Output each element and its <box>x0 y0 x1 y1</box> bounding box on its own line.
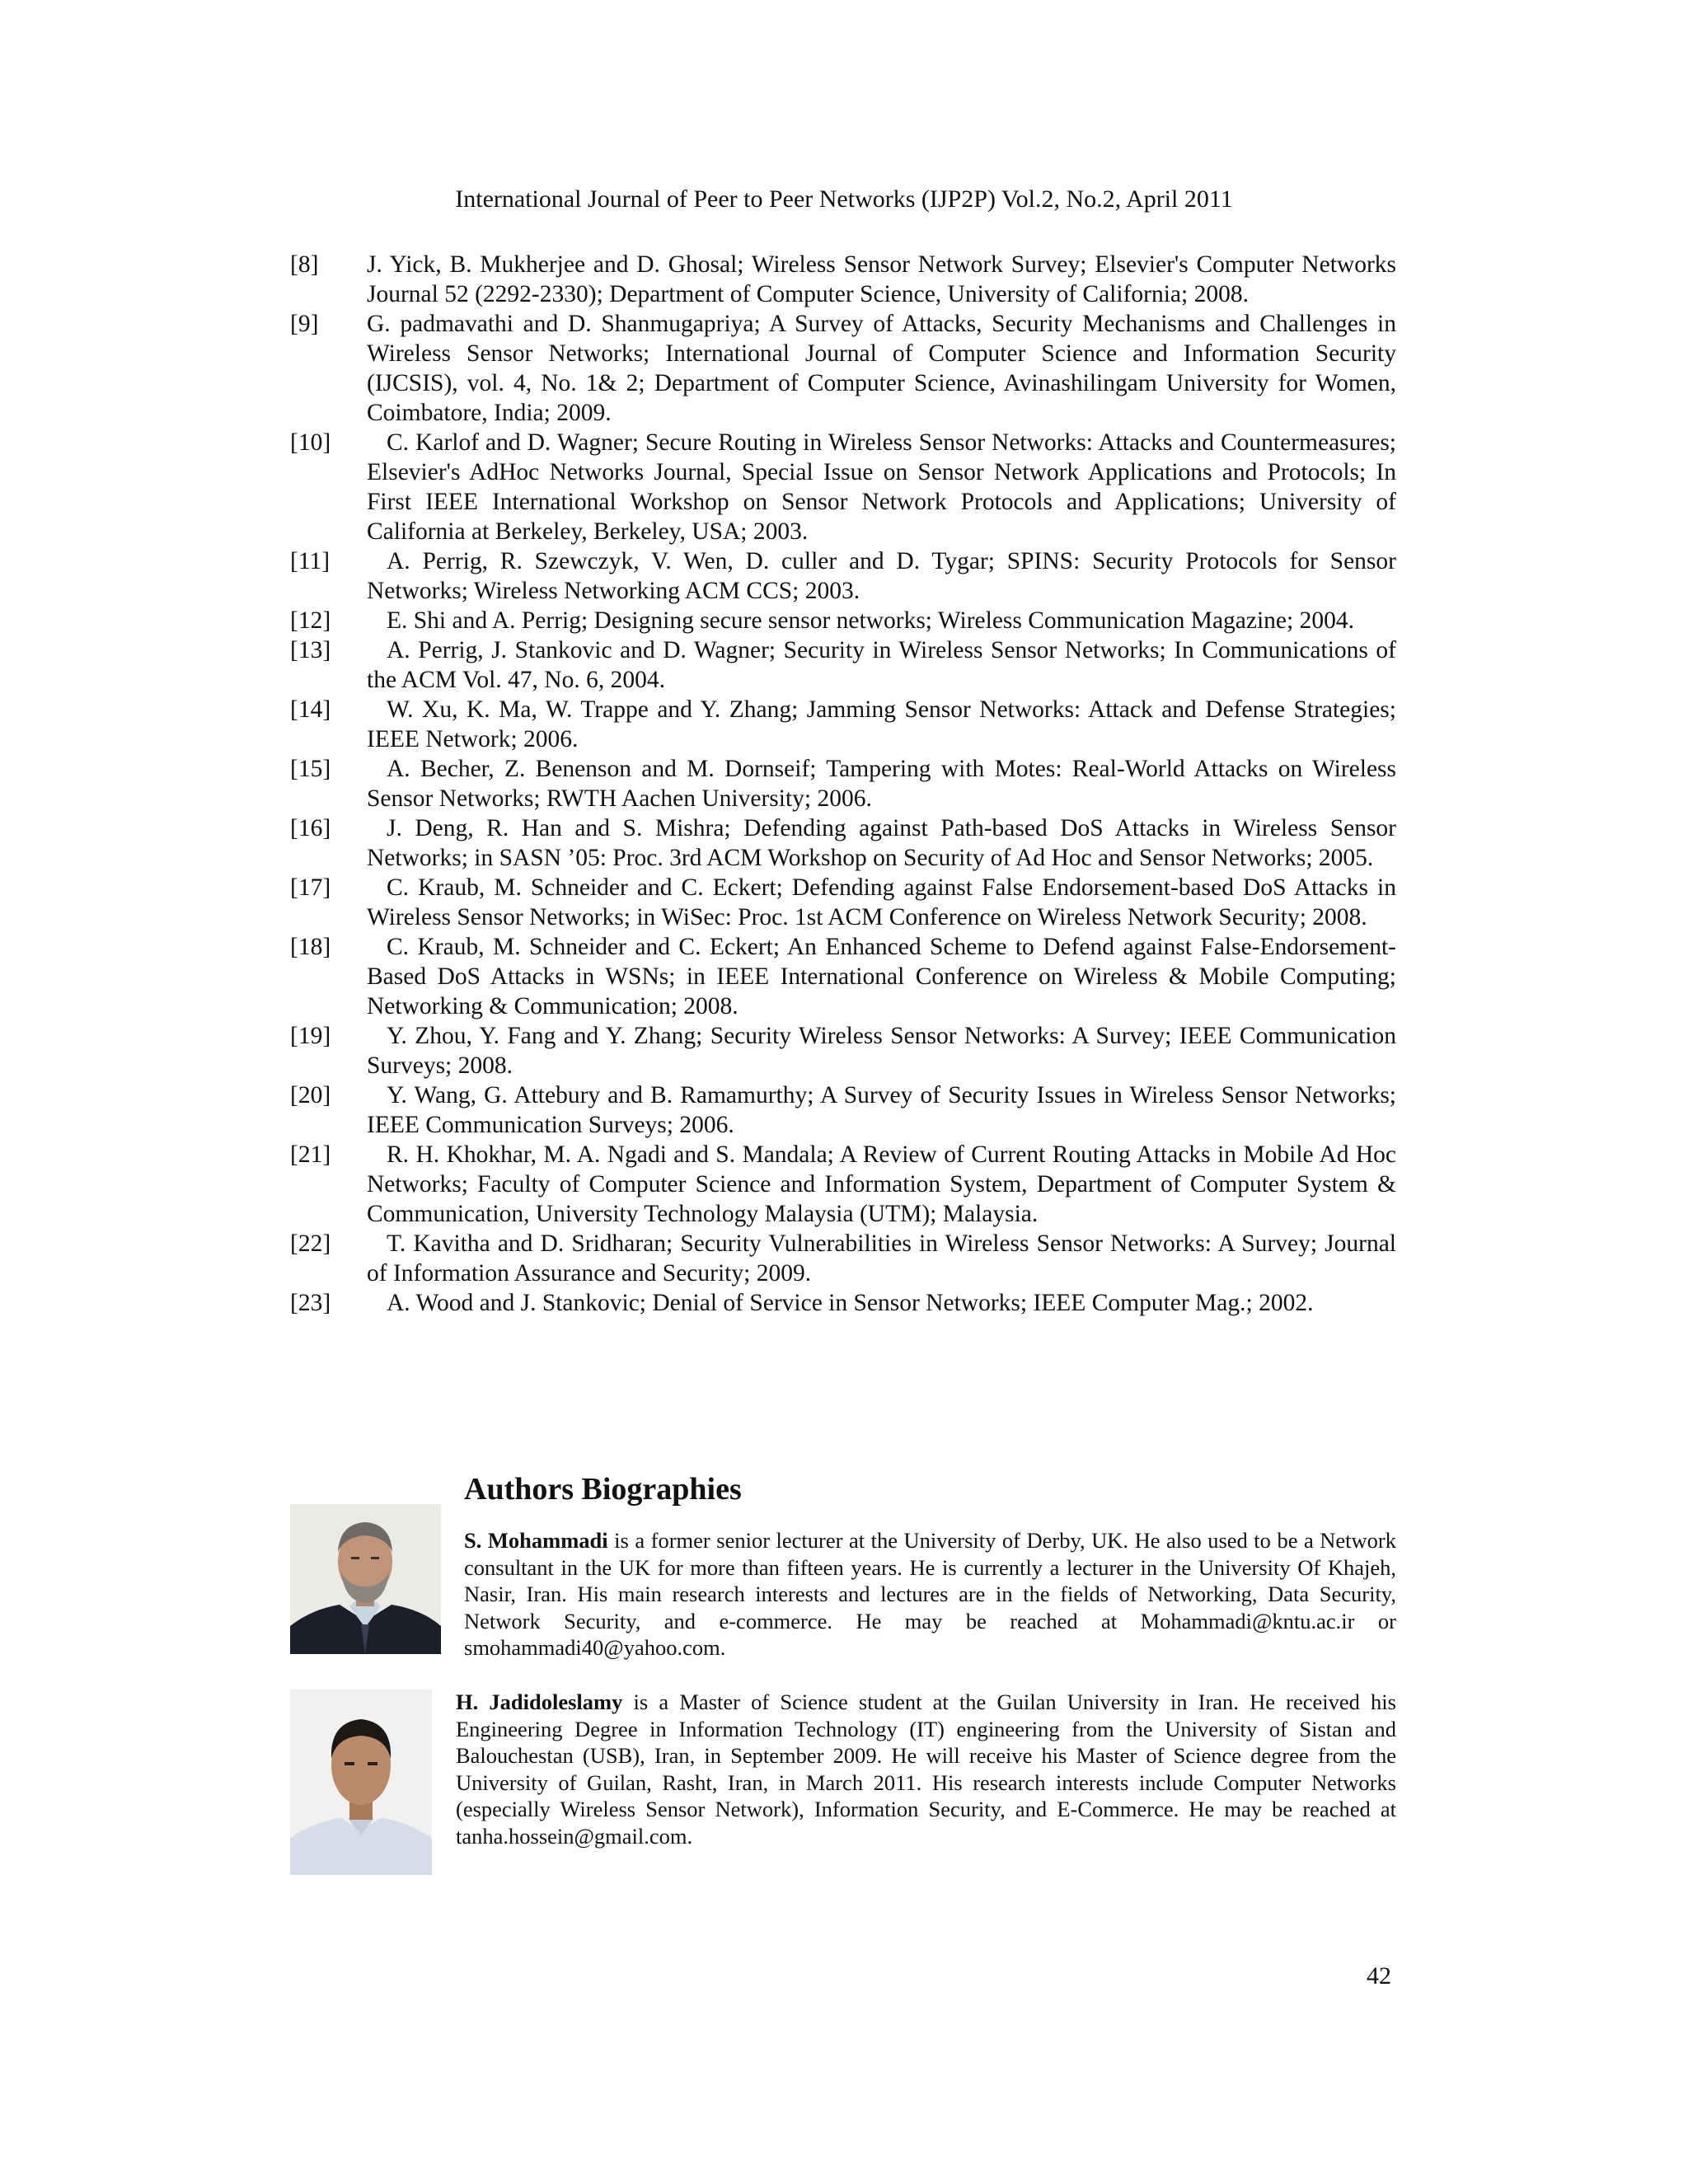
reference-text: W. Xu, K. Ma, W. Trappe and Y. Zhang; Jamming Sensor Networks: Attack and Defense Strategies; IEEE Network; 2006. <box>367 696 1396 752</box>
author-bio-text: is a Master of Science student at the Guilan University in Iran. He received his Engineering Degree in Information Technology (IT) engineering from the University of Sistan and Balouchestan (USB), Iran, in September 2009. He will receive his Master of Science degree from the University of Guilan, Rasht, Iran, in March 2011. His research interests include Computer Networks (especially Wireless Sensor Network), Information Security, and E-Commerce. He may be reached at tanha.hossein@gmail.com. <box>456 1690 1396 1849</box>
reference-item <box>290 1140 1396 1229</box>
reference-number: [8] <box>290 251 319 278</box>
reference-text: C. Kraub, M. Schneider and C. Eckert; An Enhanced Scheme to Defend against False-Endorsement-Based DoS Attacks in WSNs; in IEEE International Conference on Wireless & Mobile Computing; Networking & Communication; 2008. <box>367 934 1396 1019</box>
reference-text: R. H. Khokhar, M. A. Ngadi and S. Mandala; A Review of Current Routing Attacks in Mobile Ad Hoc Networks; Faculty of Computer Science and Information System, Department of Computer System & Communication, University Technology Malaysia (UTM); Malaysia. <box>367 1141 1396 1227</box>
reference-item <box>290 309 1396 428</box>
reference-number: [11] <box>290 548 331 574</box>
reference-item <box>290 695 1396 754</box>
reference-text: A. Perrig, J. Stankovic and D. Wagner; Security in Wireless Sensor Networks; In Communications of the ACM Vol. 47, No. 6, 2004. <box>367 637 1396 693</box>
reference-item <box>290 428 1396 546</box>
reference-text: E. Shi and A. Perrig; Designing secure sensor networks; Wireless Communication Magazine; 2004. <box>387 607 1354 634</box>
reference-number: [9] <box>290 311 319 337</box>
reference-number: [19] <box>290 1023 331 1049</box>
reference-item <box>290 813 1396 873</box>
reference-item <box>290 1288 1396 1318</box>
reference-item <box>290 754 1396 813</box>
author-portrait-image <box>290 1504 441 1654</box>
reference-number: [23] <box>290 1290 331 1316</box>
reference-number: [13] <box>290 637 331 663</box>
reference-text: Y. Wang, G. Attebury and B. Ramamurthy; A Survey of Security Issues in Wireless Sensor Networks; IEEE Communication Surveys; 2006. <box>367 1082 1396 1138</box>
reference-item <box>290 546 1396 606</box>
reference-text: J. Deng, R. Han and S. Mishra; Defending against Path-based DoS Attacks in Wireless Sensor Networks; in SASN ’05: Proc. 3rd ACM Workshop on Security of Ad Hoc and Sensor Networks; 2005. <box>367 815 1396 871</box>
reference-text: A. Perrig, R. Szewczyk, V. Wen, D. culler and D. Tygar; SPINS: Security Protocols for Sensor Networks; Wireless Networking ACM CCS; 2003. <box>367 548 1396 604</box>
reference-number: [17] <box>290 874 331 901</box>
reference-number: [21] <box>290 1141 331 1168</box>
reference-item <box>290 932 1396 1021</box>
reference-item <box>290 606 1396 635</box>
reference-text: J. Yick, B. Mukherjee and D. Ghosal; Wireless Sensor Network Survey; Elsevier's Computer Networks Journal 52 (2292-2330); Department of Computer Science, University of California; 2008. <box>367 251 1396 307</box>
reference-item <box>290 1229 1396 1288</box>
author-bio-mohammadi <box>464 1527 1396 1661</box>
reference-number: [10] <box>290 429 331 456</box>
authors-biographies-heading: Authors Biographies <box>464 1472 742 1507</box>
reference-item <box>290 250 1396 309</box>
reference-number: [15] <box>290 756 331 782</box>
running-header: International Journal of Peer to Peer Networks (IJP2P) Vol.2, No.2, April 2011 <box>455 185 1233 213</box>
reference-number: [18] <box>290 934 331 960</box>
author-bio-jadidoleslamy <box>456 1689 1396 1849</box>
reference-item <box>290 1080 1396 1140</box>
reference-text: G. padmavathi and D. Shanmugapriya; A Survey of Attacks, Security Mechanisms and Challenges in Wireless Sensor Networks; International Journal of Computer Science and Information Security (IJCSIS), vol. 4, No. 1& 2; Department of Computer Science, Avinashilingam University for Women, Coimbatore, India; 2009. <box>367 311 1396 426</box>
references-list <box>290 250 1396 1318</box>
author-photo-jadidoleslamy <box>290 1690 432 1875</box>
reference-number: [12] <box>290 607 331 634</box>
reference-item <box>290 1021 1396 1080</box>
reference-number: [14] <box>290 696 331 723</box>
reference-number: [16] <box>290 815 331 841</box>
reference-number: [22] <box>290 1230 331 1257</box>
reference-text: C. Karlof and D. Wagner; Secure Routing in Wireless Sensor Networks: Attacks and Countermeasures; Elsevier's AdHoc Networks Journal, Special Issue on Sensor Network Applications and Protocols; In First IEEE International Workshop on Sensor Network Protocols and Applications; University of California at Berkeley, Berkeley, USA; 2003. <box>367 429 1396 545</box>
reference-text: A. Wood and J. Stankovic; Denial of Service in Sensor Networks; IEEE Computer Mag.; 2002. <box>387 1290 1314 1316</box>
reference-item <box>290 635 1396 695</box>
reference-text: A. Becher, Z. Benenson and M. Dornseif; Tampering with Motes: Real-World Attacks on Wireless Sensor Networks; RWTH Aachen University; 2006. <box>367 756 1396 812</box>
author-bio-text: is a former senior lecturer at the University of Derby, UK. He also used to be a Network consultant in the UK for more than fifteen years. He is currently a lecturer in the University Of Khajeh, Nasir, Iran. His main research interests and lectures are in the fields of Networking, Data Security, Network Security, and e-commerce. He may be reached at Mohammadi@kntu.ac.ir or smohammadi40@yahoo.com. <box>464 1528 1396 1660</box>
reference-text: C. Kraub, M. Schneider and C. Eckert; Defending against False Endorsement-based DoS Attacks in Wireless Sensor Networks; in WiSec: Proc. 1st ACM Conference on Wireless Network Security; 2008. <box>367 874 1396 930</box>
author-portrait-image <box>290 1690 432 1875</box>
reference-text: T. Kavitha and D. Sridharan; Security Vulnerabilities in Wireless Sensor Networks: A Survey; Journal of Information Assurance and Security; 2009. <box>367 1230 1396 1286</box>
page-number: 42 <box>1367 1962 1391 1990</box>
reference-text: Y. Zhou, Y. Fang and Y. Zhang; Security Wireless Sensor Networks: A Survey; IEEE Communication Surveys; 2008. <box>367 1023 1396 1079</box>
author-name: S. Mohammadi <box>464 1528 608 1553</box>
author-photo-mohammadi <box>290 1504 441 1654</box>
reference-number: [20] <box>290 1082 331 1108</box>
author-name: H. Jadidoleslamy <box>456 1690 623 1714</box>
reference-item <box>290 873 1396 932</box>
